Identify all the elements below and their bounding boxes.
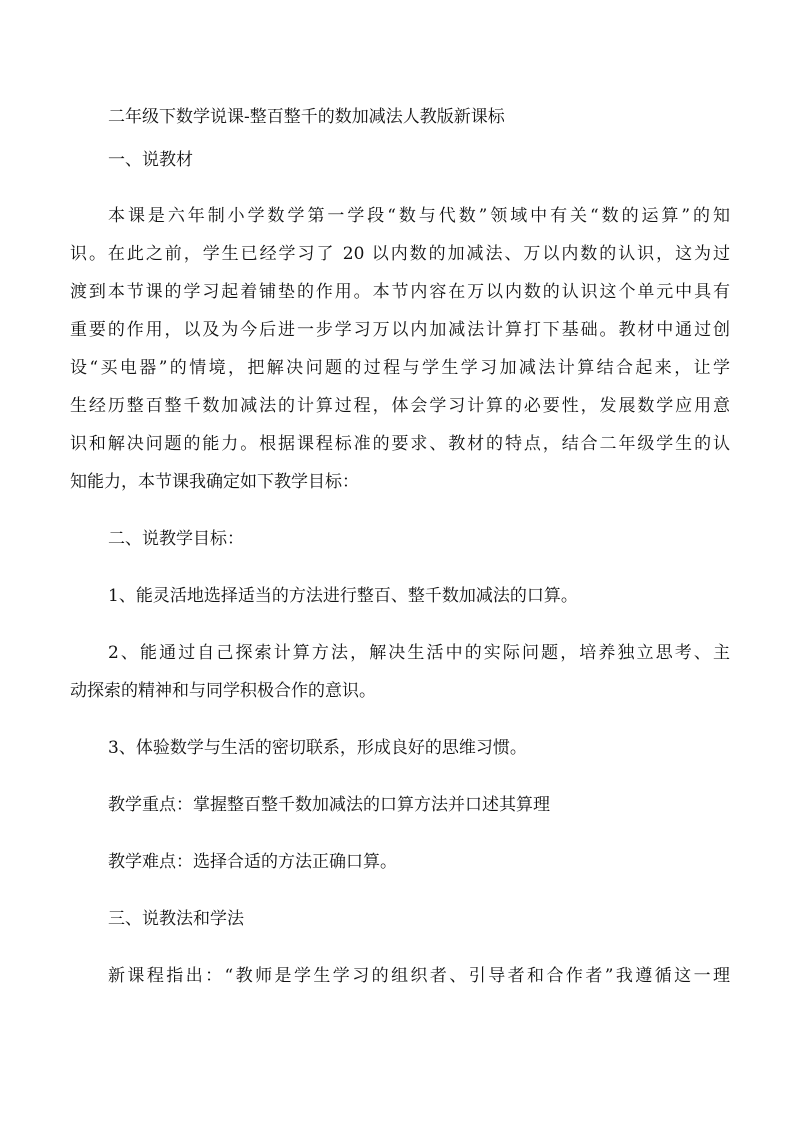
section-heading-3: 三、说教法和学法 (108, 909, 244, 929)
document-title: 二年级下数学说课-整百整千的数加减法人教版新课标 (108, 107, 505, 127)
paragraph-3-line-1: 新课程指出：“教师是学生学习的组织者、引导者和合作者”我遵循这一理 (108, 966, 730, 986)
section-heading-2: 二、说教学目标： (108, 529, 244, 549)
paragraph-1-line-7: 识和解决问题的能力。根据课程标准的要求、教材的特点，结合二年级学生的认 (70, 434, 730, 454)
goal-3: 3、体验数学与生活的密切联系，形成良好的思维习惯。 (108, 738, 527, 758)
teaching-key-point: 教学重点：掌握整百整千数加减法的口算方法并口述其算理 (108, 795, 550, 815)
teaching-difficulty: 教学难点：选择合适的方法正确口算。 (108, 852, 397, 872)
goal-2-line-2: 动探索的精神和与同学积极合作的意识。 (70, 681, 376, 701)
goal-2-line-1: 2、能通过自己探索计算方法，解决生活中的实际问题，培养独立思考、主 (108, 643, 730, 663)
paragraph-1-line-2: 识。在此之前，学生已经学习了 20 以内数的加减法、万以内数的认识，这为过 (70, 244, 730, 264)
goal-1: 1、能灵活地选择适当的方法进行整百、整千数加减法的口算。 (108, 586, 578, 606)
section-heading-1: 一、说教材 (108, 150, 193, 170)
paragraph-1-line-5: 设“买电器”的情境，把解决问题的过程与学生学习加减法计算结合起来，让学 (70, 358, 730, 378)
paragraph-1-line-6: 生经历整百整千数加减法的计算过程，体会学习计算的必要性，发展数学应用意 (70, 396, 730, 416)
paragraph-1-line-4: 重要的作用，以及为今后进一步学习万以内加减法计算打下基础。教材中通过创 (70, 320, 730, 340)
paragraph-1-line-3: 渡到本节课的学习起着铺垫的作用。本节内容在万以内数的认识这个单元中具有 (70, 282, 730, 302)
paragraph-1-line-8: 知能力，本节课我确定如下教学目标： (70, 472, 359, 492)
paragraph-1-line-1: 本课是六年制小学数学第一学段“数与代数”领域中有关“数的运算”的知 (108, 206, 730, 226)
